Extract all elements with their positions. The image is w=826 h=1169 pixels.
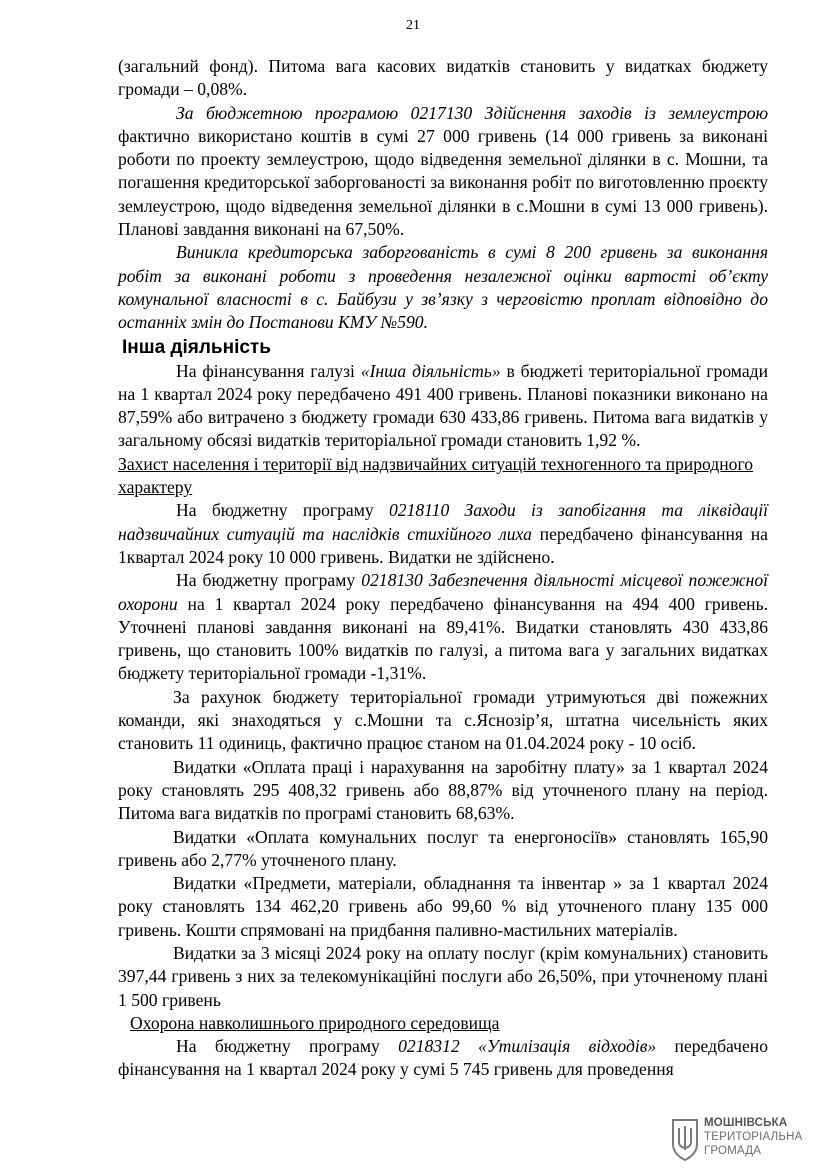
paragraph-program-0218130: На бюджетну програму 0218130 Забезпечення діяльності місцевої пожежної охорони на 1 квартал 2024 року передбачено фінансування на 494 400 гривень. Уточнені планові завдання виконані на 89,41%. Видатки становлять 430 433,86 гривень, що становить 100% видатків по галузі, а питома вага у загальних видатках бюджету територіальної громади -1,31%. <box>118 570 768 684</box>
paragraph-services-expenses: Видатки за 3 місяці 2024 року на оплату послуг (крім комунальних) становить 397,44 гривень з них за телекомунікаційні послуги або 26,50%, при уточненому плані 1 500 гривень <box>118 942 768 1010</box>
subheading-civil-protection: Захист населення і території від надзвичайних ситуацій техногенного та природного характеру <box>118 453 754 498</box>
paragraph-program-0218312: На бюджетну програму 0218312 «Утилізація відходів» передбачено фінансування на 1 квартал 2024 року у сумі 5 745 гривень для проведення <box>118 1036 769 1080</box>
paragraph-italic-text: Виникла кредиторська заборгованість в сумі 8 200 гривень за виконання робіт за виконані роботи з проведення незалежної оцінки вартості об’єкту комунальної власності в с. Байбузи у зв’язку з черговістю проплат відповідно до останніх змін до Постанови КМУ №590. <box>118 242 768 333</box>
section-heading-other-activity: Інша діяльність <box>122 336 271 358</box>
program-name: 0218110 Заходи із запобігання та ліквідації надзвичайних ситуацій та наслідків стихійного лиха <box>118 500 768 544</box>
paragraph-land-management <box>118 102 768 242</box>
sector-name: «Інша діяльність» <box>360 360 501 381</box>
program-name: 0218130 Забезпечення діяльності місцевої пожежної охорони <box>118 570 768 614</box>
paragraph-other-activity-funding: На фінансування галузі «Інша діяльність» в бюджеті територіальної громади на 1 квартал 2024 року передбачено 491 400 гривень. Планові показники виконано на 87,59% або витрачено з бюджету громади 630 433,86 гривень. Питома вага видатків у загальному обсязі видатків територіальної громади становить 1,92 %. <box>118 360 768 451</box>
paragraph-salary-expenses: Видатки «Оплата праці і нарахування на заробітну плату» за 1 квартал 2024 року становлять 295 408,32 гривень або 88,87% від уточненого плану на період. Питома вага видатків по програмі становить 68,63%. <box>118 756 768 824</box>
page-number: 21 <box>406 18 420 33</box>
program-name: За бюджетною програмою 0217130 Здійснення заходів із землеустрою <box>176 102 768 123</box>
paragraph-text: фактично використано коштів в сумі 27 000 гривень (14 000 гривень за виконані роботи по проекту землеустрою, щодо відведення земельної ділянки в с. Мошни, та погашення кредиторської заборгованості за виконання робіт по виготовленню проєкту землеустрою, щодо відведення земельної ділянки в с.Мошни в сумі 13 000 гривень). Планові завдання виконані на 67,50%. <box>118 125 768 240</box>
trident-emblem-icon <box>670 1116 700 1162</box>
subheading-environment: Охорона навколишнього природного середовища <box>130 1012 500 1033</box>
paragraph-general-fund: (загальний фонд). Питома вага касових видатків становить у видатках бюджету громади – 0,08%. <box>118 56 768 100</box>
paragraph-materials-expenses: Видатки «Предмети, матеріали, обладнання та інвентар » за 1 квартал 2024 року становлять 134 462,20 гривень або 99,60 % від уточненого плану 135 000 гривень. Кошти спрямовані на придбання паливно-мастильних матеріалів. <box>118 873 768 940</box>
paragraph-utility-expenses: Видатки «Оплата комунальних послуг та енергоносіїв» становлять 165,90 гривень або 2,77% уточненого плану. <box>118 826 768 870</box>
watermark-text: МОШНІВСЬКА ТЕРИТОРІАЛЬНА ГРОМАДА <box>704 1117 803 1157</box>
paragraph-program-0218110: На бюджетну програму 0218110 Заходи із запобігання та ліквідації надзвичайних ситуацій та наслідків стихійного лиха передбачено фінансування на 1квартал 2024 року 10 000 гривень. Видатки не здійснено. <box>118 500 768 567</box>
document-body <box>118 55 768 1082</box>
program-name: 0218312 «Утилізація відходів» <box>398 1036 657 1057</box>
paragraph-fire-teams: За рахунок бюджету територіальної громади утримуються дві пожежних команди, які знаходяться у с.Мошни та с.Яснозір’я, штатна чисельність яких становить 11 одиниць, фактично працює станом на 01.04.2024 року - 10 осіб. <box>118 686 768 754</box>
paragraph-creditor-debt <box>118 241 768 334</box>
community-watermark <box>668 1115 818 1165</box>
